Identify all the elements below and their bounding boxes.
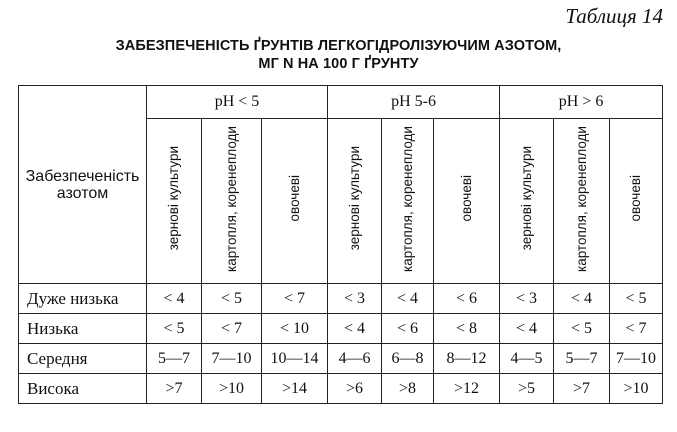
table-cell: 7—10 bbox=[610, 344, 663, 374]
table-cell: < 4 bbox=[147, 284, 202, 314]
crop-header bbox=[147, 119, 202, 284]
table-cell: < 6 bbox=[382, 314, 434, 344]
table-cell: < 8 bbox=[434, 314, 500, 344]
table-cell: < 7 bbox=[610, 314, 663, 344]
supply-level: Дуже низька bbox=[19, 284, 147, 314]
table-cell: 7—10 bbox=[202, 344, 262, 374]
table-cell: >7 bbox=[554, 374, 610, 404]
crop-header-label: картопля, коренеплоди bbox=[573, 125, 589, 272]
table-cell: < 4 bbox=[382, 284, 434, 314]
table-cell: >12 bbox=[434, 374, 500, 404]
table-cell: < 5 bbox=[202, 284, 262, 314]
table-row bbox=[19, 284, 663, 314]
table-cell: < 5 bbox=[147, 314, 202, 344]
table-cell: >6 bbox=[328, 374, 382, 404]
crop-header bbox=[434, 119, 500, 284]
table-cell: 4—5 bbox=[500, 344, 554, 374]
table-cell: < 4 bbox=[500, 314, 554, 344]
table-cell: < 6 bbox=[434, 284, 500, 314]
table-cell: 4—6 bbox=[328, 344, 382, 374]
table-cell: < 4 bbox=[554, 284, 610, 314]
crop-header bbox=[382, 119, 434, 284]
table-cell: < 7 bbox=[262, 284, 328, 314]
table-cell: >10 bbox=[610, 374, 663, 404]
table-cell: >14 bbox=[262, 374, 328, 404]
table-row bbox=[19, 374, 663, 404]
ph-header-row bbox=[19, 86, 663, 119]
table-cell: < 3 bbox=[500, 284, 554, 314]
table-cell: 6—8 bbox=[382, 344, 434, 374]
crop-header bbox=[610, 119, 663, 284]
table-cell: >7 bbox=[147, 374, 202, 404]
crop-header-label: овочеві bbox=[628, 175, 644, 222]
table-row bbox=[19, 344, 663, 374]
table-cell: < 7 bbox=[202, 314, 262, 344]
table-cell: 10—14 bbox=[262, 344, 328, 374]
table-cell: < 5 bbox=[554, 314, 610, 344]
table-cell: 5—7 bbox=[147, 344, 202, 374]
table-cell: < 4 bbox=[328, 314, 382, 344]
table-cell: < 10 bbox=[262, 314, 328, 344]
table-cell: < 3 bbox=[328, 284, 382, 314]
crop-header-label: картопля, коренеплоди bbox=[399, 125, 415, 272]
table-cell: < 5 bbox=[610, 284, 663, 314]
table-row bbox=[19, 314, 663, 344]
corner-header: Забезпеченість азотом bbox=[19, 86, 147, 284]
crop-header bbox=[202, 119, 262, 284]
crop-header bbox=[500, 119, 554, 284]
crop-header-label: картопля, коренеплоди bbox=[223, 125, 239, 272]
crop-header-label: овочеві bbox=[458, 175, 474, 222]
supply-level: Низька bbox=[19, 314, 147, 344]
table-title-line-2: МГ N НА 100 Г ҐРУНТУ bbox=[258, 56, 419, 72]
table-cell: >10 bbox=[202, 374, 262, 404]
crop-header-label: зернові культури bbox=[166, 146, 181, 251]
crop-header-label: зернові культури bbox=[518, 146, 534, 251]
table-number: Таблиця 14 bbox=[565, 4, 663, 28]
supply-level: Висока bbox=[19, 374, 147, 404]
ph-group-header: pH < 5 bbox=[147, 86, 328, 119]
table-cell: 5—7 bbox=[554, 344, 610, 374]
table-title-line-1: ЗАБЕЗПЕЧЕНІСТЬ ҐРУНТІВ ЛЕГКОГІДРОЛІЗУЮЧИМ АЗОТОМ, bbox=[115, 38, 562, 54]
ph-group-header: pH > 6 bbox=[500, 86, 663, 119]
ph-group-header: pH 5-6 bbox=[328, 86, 500, 119]
crop-header-label: зернові культури bbox=[346, 146, 362, 251]
table-cell: 8—12 bbox=[434, 344, 500, 374]
nitrogen-supply-table bbox=[18, 85, 663, 404]
crop-header bbox=[554, 119, 610, 284]
table-cell: >8 bbox=[382, 374, 434, 404]
table-cell: >5 bbox=[500, 374, 554, 404]
crop-header bbox=[328, 119, 382, 284]
crop-header bbox=[262, 119, 328, 284]
supply-level: Середня bbox=[19, 344, 147, 374]
crop-header-label: овочеві bbox=[286, 175, 302, 222]
